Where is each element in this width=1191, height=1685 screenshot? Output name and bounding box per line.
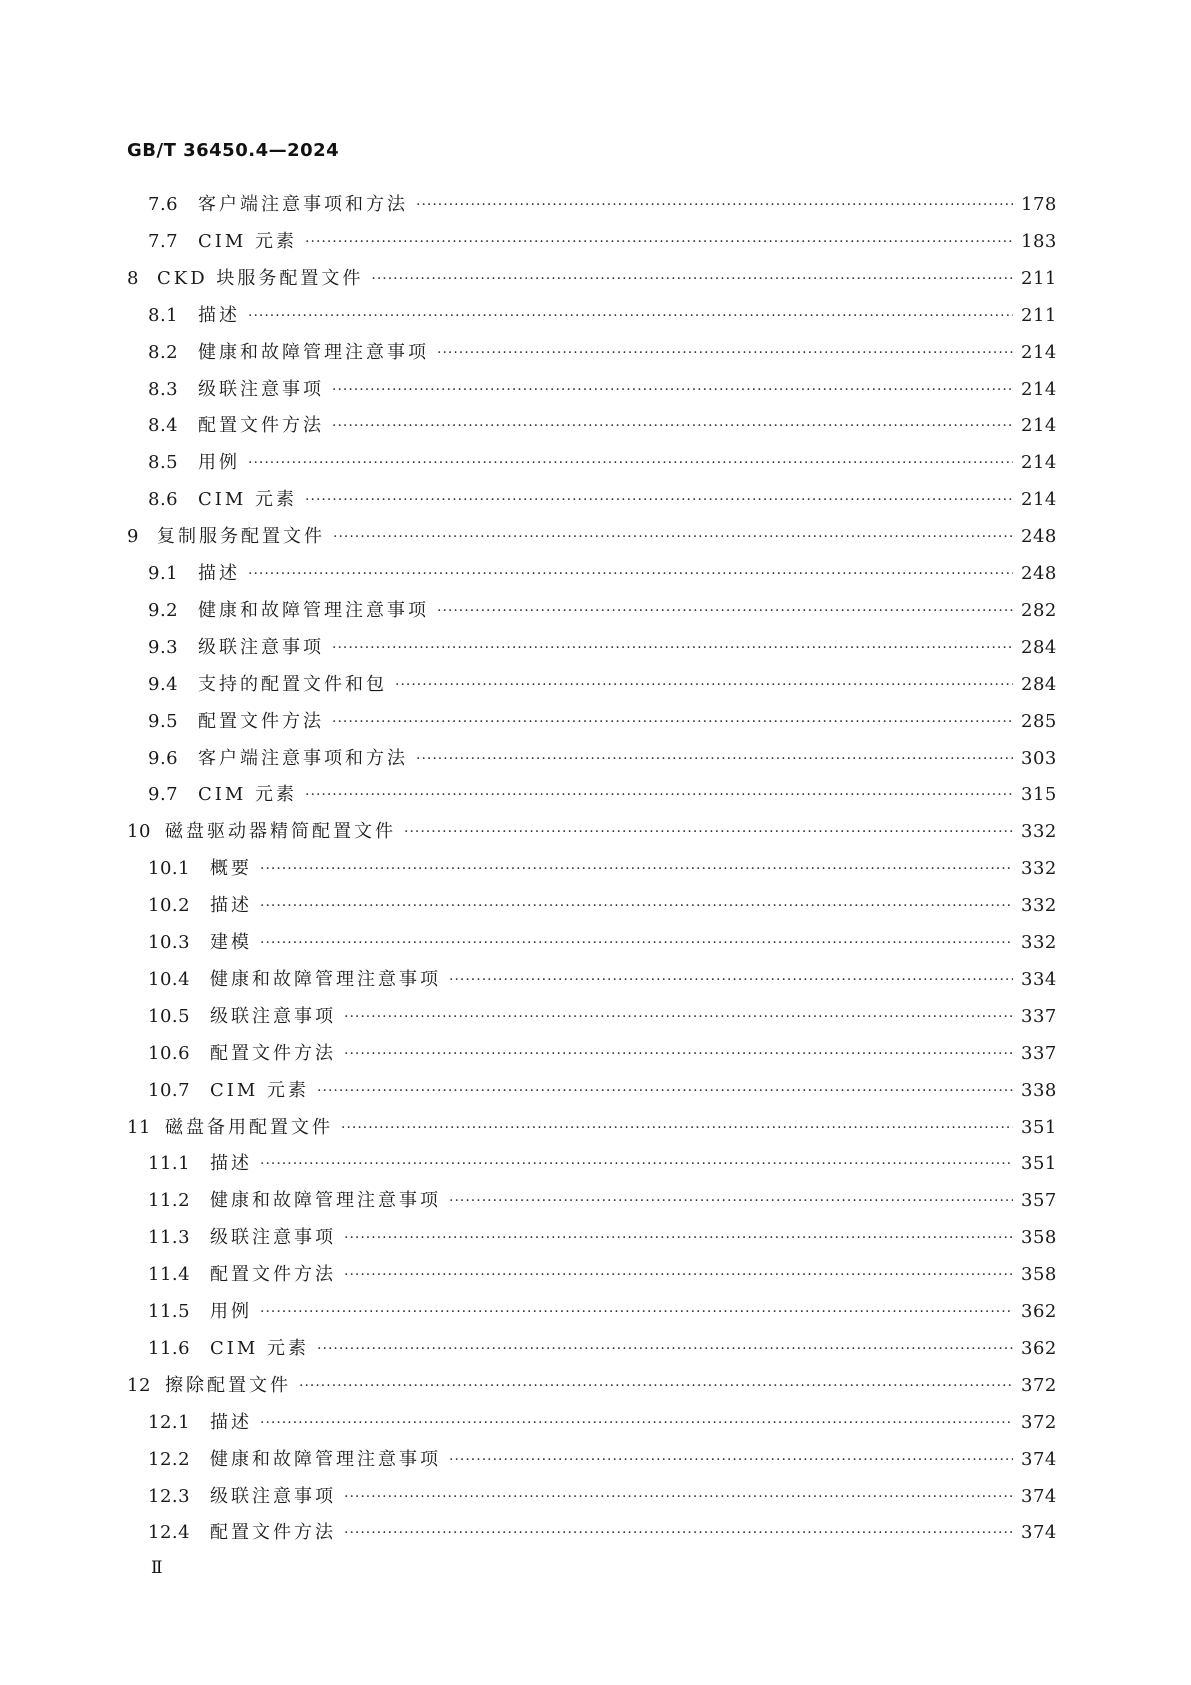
toc-entry-page: 178	[1021, 194, 1057, 215]
toc-entry-page: 357	[1021, 1190, 1057, 1212]
toc-leader-dots	[260, 1408, 1013, 1438]
toc-leader-dots	[449, 1445, 1013, 1475]
toc-leader-dots	[332, 707, 1013, 737]
toc-leader-dots	[371, 264, 1013, 294]
toc-entry-title: 级联注意事项	[210, 1227, 336, 1249]
toc-leader-dots	[305, 485, 1013, 515]
toc-leader-dots	[344, 1039, 1013, 1069]
toc-entry-number: 11	[127, 1116, 151, 1138]
toc-entry-title: CKD 块服务配置文件	[157, 267, 364, 289]
toc-entry-page: 332	[1021, 821, 1057, 843]
toc-entry-number: 9.5	[148, 710, 179, 732]
toc-section-entry[interactable]	[148, 338, 1055, 368]
toc-entry-number: 11.3	[148, 1227, 191, 1249]
toc-leader-dots	[344, 1260, 1013, 1290]
toc-section-entry[interactable]	[148, 1076, 1055, 1106]
toc-entry-title: 支持的配置文件和包	[198, 673, 387, 695]
toc-section-entry[interactable]	[148, 633, 1055, 663]
toc-entry-title: 配置文件方法	[198, 415, 324, 437]
toc-entry-title: 用例	[210, 1301, 252, 1322]
toc-entry-number: 8.4	[148, 415, 179, 437]
toc-section-entry[interactable]	[148, 1482, 1055, 1512]
toc-section-entry[interactable]	[148, 485, 1055, 515]
toc-section-entry[interactable]	[148, 1186, 1055, 1216]
toc-leader-dots	[305, 227, 1013, 257]
toc-entry-title: 擦除配置文件	[165, 1374, 291, 1396]
toc-entry-page: 332	[1021, 858, 1057, 880]
toc-section-entry[interactable]	[148, 411, 1055, 441]
toc-entry-number: 10.7	[148, 1079, 191, 1101]
toc-leader-dots	[344, 1002, 1013, 1032]
toc-section-entry[interactable]	[148, 596, 1055, 626]
toc-entry-title: 配置文件方法	[210, 1042, 336, 1064]
toc-entry-page: 372	[1021, 1411, 1057, 1433]
toc-leader-dots	[344, 1518, 1013, 1548]
toc-entry-number: 12.2	[148, 1448, 191, 1470]
toc-entry-page: 214	[1021, 341, 1057, 363]
toc-entry-page: 214	[1021, 489, 1057, 511]
toc-chapter-entry[interactable]	[127, 817, 1055, 847]
toc-entry-page: 358	[1021, 1264, 1057, 1286]
toc-section-entry[interactable]	[148, 448, 1055, 478]
toc-entry-number: 8.1	[148, 304, 179, 326]
toc-entry-page: 351	[1021, 1153, 1057, 1175]
toc-entry-number: 10.6	[148, 1042, 191, 1064]
toc-leader-dots	[416, 190, 1013, 220]
toc-entry-number: 9.7	[148, 784, 179, 806]
toc-leader-dots	[449, 965, 1013, 995]
toc-entry-number: 8.2	[148, 341, 179, 363]
toc-entry-page: 374	[1021, 1485, 1057, 1507]
toc-leader-dots	[260, 891, 1013, 921]
toc-entry-title: 级联注意事项	[198, 378, 324, 400]
toc-entry-page: 285	[1021, 710, 1057, 732]
toc-section-entry[interactable]	[148, 1039, 1055, 1069]
toc-leader-dots	[248, 448, 1013, 478]
toc-section-entry[interactable]	[148, 1002, 1055, 1032]
toc-entry-title: 配置文件方法	[198, 710, 324, 732]
toc-entry-title: 客户端注意事项和方法	[198, 194, 408, 215]
toc-entry-number: 12	[127, 1374, 151, 1396]
toc-section-entry[interactable]	[148, 1445, 1055, 1475]
toc-entry-title: 概要	[210, 858, 252, 880]
toc-entry-title: 磁盘备用配置文件	[165, 1116, 333, 1138]
toc-entry-title: 用例	[198, 452, 240, 474]
toc-section-entry[interactable]	[148, 707, 1055, 737]
toc-entry-title: 级联注意事项	[210, 1005, 336, 1027]
toc-entry-page: 372	[1021, 1374, 1057, 1396]
toc-entry-number: 10.4	[148, 968, 191, 990]
toc-entry-number: 9	[127, 526, 139, 548]
toc-entry-page: 374	[1021, 1448, 1057, 1470]
toc-section-entry[interactable]	[148, 1334, 1055, 1364]
toc-entry-title: CIM 元素	[198, 489, 298, 511]
toc-entry-number: 9.2	[148, 599, 179, 621]
toc-entry-page: 248	[1021, 563, 1057, 584]
toc-entry-number: 11.4	[148, 1264, 191, 1286]
toc-entry-title: CIM 元素	[198, 230, 298, 252]
toc-leader-dots	[260, 928, 1013, 958]
toc-entry-title: CIM 元素	[198, 784, 298, 806]
toc-section-entry[interactable]	[148, 1297, 1055, 1327]
toc-entry-number: 12.1	[148, 1411, 191, 1433]
toc-leader-dots	[416, 744, 1013, 774]
toc-section-entry[interactable]	[148, 375, 1055, 405]
document-standard-code: GB/T 36450.4—2024	[127, 140, 340, 161]
toc-leader-dots	[332, 375, 1013, 405]
toc-entry-page: 284	[1021, 673, 1057, 695]
toc-entry-number: 7.7	[148, 230, 179, 252]
page-number: Ⅱ	[151, 1558, 163, 1578]
toc-entry-page: 332	[1021, 932, 1057, 953]
toc-section-entry[interactable]	[148, 1518, 1055, 1548]
toc-leader-dots	[248, 559, 1013, 589]
toc-section-entry[interactable]	[148, 891, 1055, 921]
toc-entry-number: 11.2	[148, 1190, 191, 1212]
toc-leader-dots	[341, 1113, 1013, 1143]
toc-entry-title: 磁盘驱动器精简配置文件	[165, 821, 396, 843]
toc-entry-number: 8	[127, 267, 139, 289]
toc-entry-page: 248	[1021, 526, 1057, 548]
toc-leader-dots	[395, 670, 1013, 700]
toc-entry-number: 10	[127, 821, 151, 843]
toc-entry-page: 351	[1021, 1116, 1057, 1138]
toc-entry-title: CIM 元素	[210, 1079, 310, 1101]
toc-entry-page: 362	[1021, 1337, 1057, 1359]
toc-entry-page: 211	[1021, 304, 1057, 326]
toc-leader-dots	[344, 1482, 1013, 1512]
toc-entry-page: 214	[1021, 415, 1057, 437]
toc-entry-title: 健康和故障管理注意事项	[198, 341, 429, 363]
toc-section-entry[interactable]	[148, 1260, 1055, 1290]
toc-entry-number: 10.3	[148, 932, 191, 953]
toc-entry-title: 复制服务配置文件	[157, 526, 325, 548]
toc-leader-dots	[344, 1223, 1013, 1253]
toc-entry-title: 描述	[198, 304, 240, 326]
toc-entry-number: 8.5	[148, 452, 179, 474]
toc-entry-number: 8.6	[148, 489, 179, 511]
toc-entry-title: 级联注意事项	[210, 1485, 336, 1507]
toc-leader-dots	[248, 301, 1013, 331]
toc-entry-page: 362	[1021, 1301, 1057, 1322]
toc-leader-dots	[260, 854, 1013, 884]
toc-leader-dots	[317, 1076, 1013, 1106]
toc-section-entry[interactable]	[148, 965, 1055, 995]
toc-entry-page: 337	[1021, 1005, 1057, 1027]
toc-leader-dots	[437, 596, 1013, 626]
toc-section-entry[interactable]	[148, 1408, 1055, 1438]
toc-leader-dots	[332, 411, 1013, 441]
toc-section-entry[interactable]	[148, 780, 1055, 810]
toc-leader-dots	[260, 1149, 1013, 1179]
toc-section-entry[interactable]	[148, 854, 1055, 884]
toc-section-entry[interactable]	[148, 670, 1055, 700]
toc-entry-page: 214	[1021, 378, 1057, 400]
toc-entry-page: 334	[1021, 968, 1057, 990]
toc-section-entry[interactable]	[148, 190, 1055, 220]
toc-entry-page: 183	[1021, 230, 1057, 252]
toc-entry-title: 描述	[210, 1411, 252, 1433]
toc-entry-number: 11.1	[148, 1153, 191, 1175]
toc-section-entry[interactable]	[148, 301, 1055, 331]
toc-leader-dots	[305, 780, 1013, 810]
toc-leader-dots	[332, 633, 1013, 663]
toc-entry-title: 级联注意事项	[198, 636, 324, 658]
toc-section-entry[interactable]	[148, 227, 1055, 257]
toc-entry-number: 12.4	[148, 1522, 191, 1544]
toc-section-entry[interactable]	[148, 744, 1055, 774]
toc-leader-dots	[404, 817, 1013, 847]
toc-entry-title: 描述	[198, 563, 240, 584]
toc-entry-title: 配置文件方法	[210, 1264, 336, 1286]
toc-entry-number: 10.5	[148, 1005, 191, 1027]
toc-entry-title: 描述	[210, 895, 252, 917]
toc-entry-number: 12.3	[148, 1485, 191, 1507]
toc-entry-page: 303	[1021, 747, 1057, 769]
toc-entry-page: 214	[1021, 452, 1057, 474]
toc-entry-number: 7.6	[148, 194, 179, 215]
toc-entry-page: 284	[1021, 636, 1057, 658]
toc-chapter-entry[interactable]	[127, 1113, 1055, 1143]
toc-entry-number: 8.3	[148, 378, 179, 400]
toc-entry-title: 健康和故障管理注意事项	[198, 599, 429, 621]
toc-entry-number: 9.3	[148, 636, 179, 658]
toc-chapter-entry[interactable]	[127, 1371, 1055, 1401]
toc-section-entry[interactable]	[148, 1149, 1055, 1179]
toc-entry-title: 客户端注意事项和方法	[198, 747, 408, 769]
toc-entry-page: 374	[1021, 1522, 1057, 1544]
toc-entry-page: 315	[1021, 784, 1057, 806]
toc-entry-page: 358	[1021, 1227, 1057, 1249]
toc-entry-title: 描述	[210, 1153, 252, 1175]
toc-entry-number: 10.1	[148, 858, 191, 880]
toc-section-entry[interactable]	[148, 1223, 1055, 1253]
toc-leader-dots	[333, 522, 1013, 552]
toc-entry-number: 10.2	[148, 895, 191, 917]
toc-entry-title: 健康和故障管理注意事项	[210, 1448, 441, 1470]
toc-entry-title: 配置文件方法	[210, 1522, 336, 1544]
toc-entry-title: 健康和故障管理注意事项	[210, 1190, 441, 1212]
toc-entry-page: 337	[1021, 1042, 1057, 1064]
toc-entry-title: 健康和故障管理注意事项	[210, 968, 441, 990]
toc-entry-title: CIM 元素	[210, 1337, 310, 1359]
toc-section-entry[interactable]	[148, 559, 1055, 589]
toc-entry-page: 338	[1021, 1079, 1057, 1101]
toc-entry-page: 332	[1021, 895, 1057, 917]
toc-leader-dots	[260, 1297, 1013, 1327]
toc-entry-number: 11.5	[148, 1301, 191, 1322]
toc-chapter-entry[interactable]	[127, 522, 1055, 552]
toc-entry-number: 9.1	[148, 563, 179, 584]
toc-entry-page: 282	[1021, 599, 1057, 621]
toc-leader-dots	[317, 1334, 1013, 1364]
toc-entry-number: 11.6	[148, 1337, 191, 1359]
toc-section-entry[interactable]	[148, 928, 1055, 958]
toc-leader-dots	[299, 1371, 1013, 1401]
toc-entry-number: 9.4	[148, 673, 179, 695]
toc-leader-dots	[437, 338, 1013, 368]
toc-entry-number: 9.6	[148, 747, 179, 769]
toc-leader-dots	[449, 1186, 1013, 1216]
toc-entry-title: 建模	[210, 932, 252, 953]
toc-chapter-entry[interactable]	[127, 264, 1055, 294]
toc-entry-page: 211	[1021, 267, 1057, 289]
